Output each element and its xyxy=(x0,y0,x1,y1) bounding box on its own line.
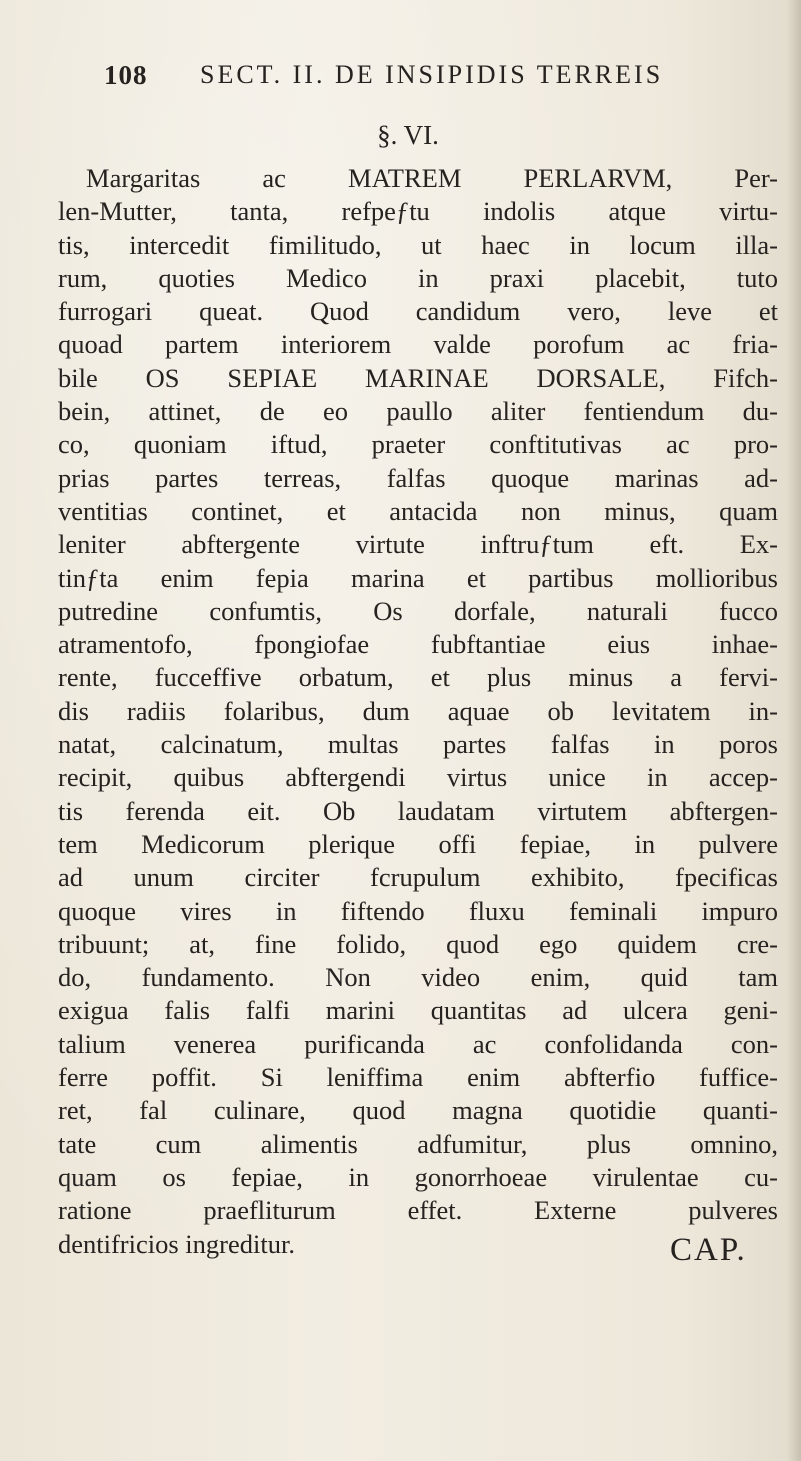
text-line: rum, quoties Medico in praxi placebit, tuto xyxy=(58,262,778,293)
text-line: atramentofo, fpongiofae fubftantiae eius inhae- xyxy=(58,629,778,660)
text-line: natat, calcinatum, multas partes falfas in poros xyxy=(58,729,778,760)
text-line: recipit, quibus abftergendi virtus unice in accep- xyxy=(58,762,778,793)
text-line: tis ferenda eit. Ob laudatam virtutem abftergen- xyxy=(58,795,778,826)
running-title: SECT. II. DE INSIPIDIS TERREIS xyxy=(200,60,664,89)
text-line: ventitias continet, et antacida non minus, quam xyxy=(58,495,778,526)
text-line: bein, attinet, de eo paullo aliter fentiendum du- xyxy=(58,396,778,427)
text-line: dis radiis folaribus, dum aquae ob levitatem in- xyxy=(58,695,778,726)
text-line: tem Medicorum plerique offi fepiae, in pulvere xyxy=(58,828,778,859)
text-line: do, fundamento. Non video enim, quid tam xyxy=(58,962,778,993)
text-line: bile OS SEPIAE MARINAE DORSALE, Fifch- xyxy=(58,362,778,393)
section-heading: §. VI. xyxy=(377,120,439,150)
text-line: rente, fucceffive orbatum, et plus minus a fervi- xyxy=(58,662,778,693)
text-line: tinƒta enim fepia marina et partibus mollioribus xyxy=(58,562,778,593)
text-line: len-Mutter, tanta, refpeƒtu indolis atque virtu- xyxy=(58,196,778,227)
text-line: tate cum alimentis adfumitur, plus omnino, xyxy=(58,1128,778,1159)
text-line: exigua falis falfi marini quantitas ad ulcera geni- xyxy=(58,995,778,1026)
text-line: ferre poffit. Si leniffima enim abfterfio fuffice- xyxy=(58,1062,778,1093)
text-line: ret, fal culinare, quod magna quotidie quanti- xyxy=(58,1095,778,1126)
text-line: leniter abftergente virtute inftruƒtum eft. Ex- xyxy=(58,529,778,560)
text-line: talium venerea purificanda ac confolidanda con- xyxy=(58,1028,778,1059)
catchword: CAP. xyxy=(670,1232,747,1268)
text-line: co, quoniam iftud, praeter conftitutivas ac pro- xyxy=(58,429,778,460)
text-line: quam os fepiae, in gonorrhoeae virulentae cu- xyxy=(58,1161,778,1192)
text-line: dentifricios ingreditur. xyxy=(58,1228,295,1259)
text-line: ratione praefliturum effet. Externe pulveres xyxy=(58,1195,778,1226)
page-number: 108 xyxy=(104,60,148,90)
body-text xyxy=(58,162,778,1261)
text-line: tis, intercedit fimilitudo, ut haec in locum illa- xyxy=(58,229,778,260)
text-line: putredine confumtis, Os dorfale, naturali fucco xyxy=(58,595,778,626)
text-line: ad unum circiter fcrupulum exhibito, fpecificas xyxy=(58,862,778,893)
text-line: quoque vires in fiftendo fluxu feminali impuro xyxy=(58,895,778,926)
text-line: prias partes terreas, falfas quoque marinas ad- xyxy=(58,462,778,493)
running-head xyxy=(104,60,724,96)
text-line: quoad partem interiorem valde porofum ac fria- xyxy=(58,329,778,360)
text-line: tribuunt; at, fine folido, quod ego quidem cre- xyxy=(58,928,778,959)
text-line: Margaritas ac MATREM PERLARVM, Per- xyxy=(86,163,778,193)
page-edge-shadow xyxy=(787,0,801,1461)
text-line: furrogari queat. Quod candidum vero, leve et xyxy=(58,296,778,327)
